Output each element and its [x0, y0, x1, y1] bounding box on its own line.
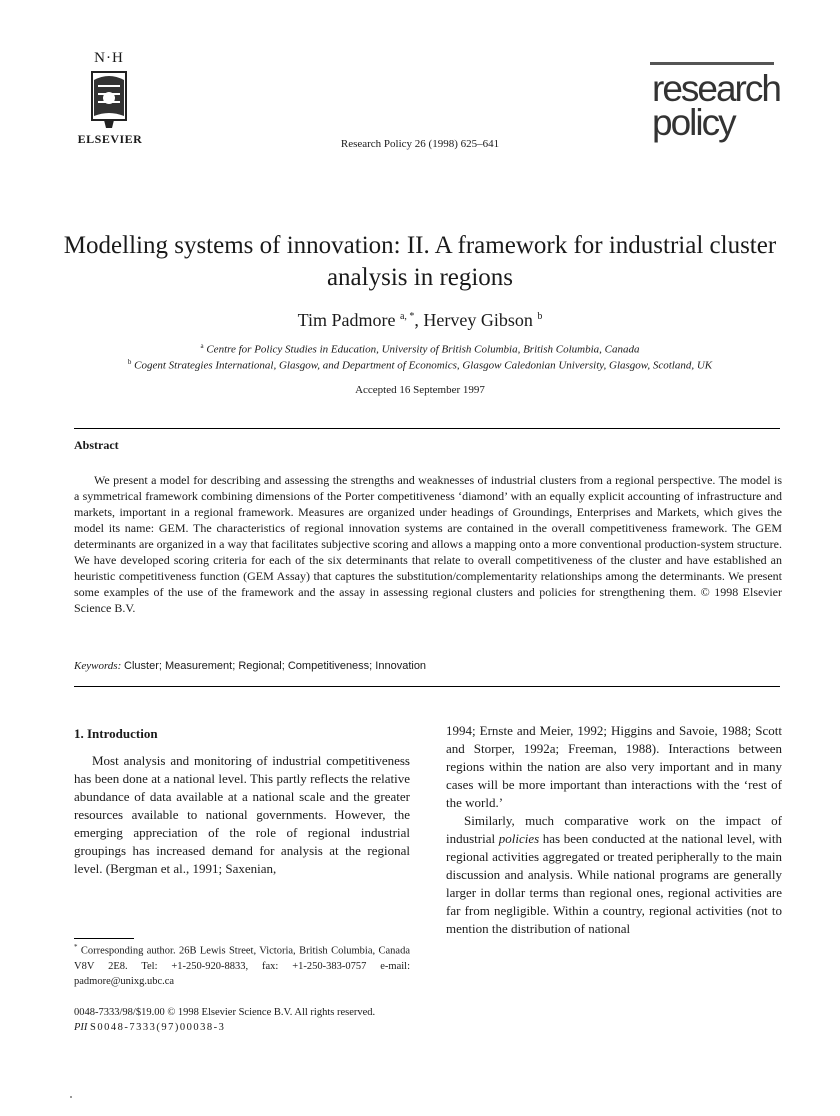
divider: [74, 428, 780, 429]
keywords-list: Cluster; Measurement; Regional; Competitiveness; Innovation: [124, 660, 427, 672]
article-title: Modelling systems of innovation: II. A framework for industrial cluster analysis in regions: [63, 232, 777, 291]
journal-logo: [646, 62, 780, 143]
section-title: 1. Introduction: [74, 726, 158, 741]
author-separator: ,: [414, 310, 419, 330]
journal-logo-line2: policy: [652, 102, 735, 143]
right-column: [446, 722, 782, 938]
copyright-block: [74, 1005, 375, 1035]
pii-value: S0048-7333(97)00038-3: [90, 1022, 226, 1033]
affiliation-text: Cogent Strategies International, Glasgow, and Department of Economics, Glasgow Caledonian University, Glasgow, Scotland, UK: [134, 359, 713, 372]
author-marks: a, *: [399, 311, 415, 322]
scan-artifact: [70, 1096, 72, 1098]
body-paragraph: [446, 812, 782, 938]
copyright-line: 0048-7333/98/$19.00 © 1998 Elsevier Science B.V. All rights reserved.: [74, 1007, 376, 1018]
author-marks: b: [537, 311, 543, 322]
body-text: has been conducted at the national level, with regional activities aggregated or treated peripherally to the main discussion and analysis. While national programs are generally larger in dollar terms than regional ones, regional activities are far from negligible. Within a country, regional activities (not to mention the distribution of national: [446, 831, 783, 936]
body-paragraph: 1994; Ernste and Meier, 1992; Higgins and Savoie, 1988; Scott and Storper, 1992a; Freeman, 1988). Interactions between regions within the nation are also very important and in many cases will be more important than interactions with the ‘rest of the world.’: [446, 723, 782, 810]
abstract-text: We present a model for describing and assessing the strengths and weaknesses of industrial clusters from a regional perspective. The model is a symmetrical framework combining dimensions of the Porter competitiveness ‘diamond’ with an equally explicit accounting of infrastructure and markets, important in a regional framework. Measures are organized under headings of Groundings, Enterprises and Markets, which gives the model its name: GEM. The characteristics of regional innovation systems are contained in the overall competitiveness framework. The GEM determinants are organized in a way that facilitates subjective scoring and allows a mapping onto a more conventional production-system structure. We have developed scoring criteria for each of the six determinants that relate to overall competitiveness of the cluster and have established an heuristic competitiveness function (GEM Assay) that captures the substitution/complementarity relationships among the determinants. We present some examples of the use of the framework and the assay in assessing regional clusters and policies for strengthening them. © 1998 Elsevier Science B.V.: [74, 473, 782, 615]
affiliation: [0, 358, 840, 372]
footnote-text: Corresponding author. 26B Lewis Street, Victoria, British Columbia, Canada V8V 2E8. Tel: +1-250-920-8833, fax: +1-250-383-0757 e-mail: padmore@unixg.ubc.ca: [74, 945, 410, 987]
left-column: [74, 752, 410, 878]
author-name: Tim Padmore: [297, 310, 396, 330]
footnote: [74, 940, 410, 989]
journal-logo-line1: research: [652, 68, 780, 109]
publisher-name: ELSEVIER: [77, 132, 143, 146]
affiliation-text: Centre for Policy Studies in Education, University of British Columbia, British Columbia, Canada: [206, 343, 640, 356]
author-list: [0, 310, 840, 331]
publisher-mark: N·H: [94, 50, 124, 66]
affiliation-mark: b: [127, 358, 132, 366]
affiliation-mark: a: [200, 342, 204, 350]
body-text: Similarly, much comparative work on the impact of industrial: [446, 813, 782, 846]
journal-logo-bar: [650, 62, 774, 65]
divider: [74, 686, 780, 687]
keywords-label: Keywords:: [74, 660, 122, 672]
author-name: Hervey Gibson: [423, 310, 533, 330]
footnote-mark: *: [74, 943, 78, 951]
accepted-date: Accepted 16 September 1997: [355, 384, 485, 396]
keywords: [74, 660, 426, 672]
journal-citation: Research Policy 26 (1998) 625–641: [340, 138, 500, 150]
affiliation: [0, 342, 840, 356]
pii-line: [74, 1020, 375, 1035]
emphasis: policies: [498, 831, 540, 846]
body-paragraph: Most analysis and monitoring of industrial competitiveness has been done at a national level. This partly reflects the relative abundance of data available at a national scale and the greater resources available to national governments. However, the emerging appreciation of the role of regional industrial groupings has increased demand for analysis at the regional level. (Bergman et al., 1991; Saxenian,: [74, 753, 410, 876]
abstract-heading: Abstract: [74, 438, 119, 452]
pii-label: PII: [74, 1022, 88, 1033]
footnote-divider: [74, 938, 134, 939]
